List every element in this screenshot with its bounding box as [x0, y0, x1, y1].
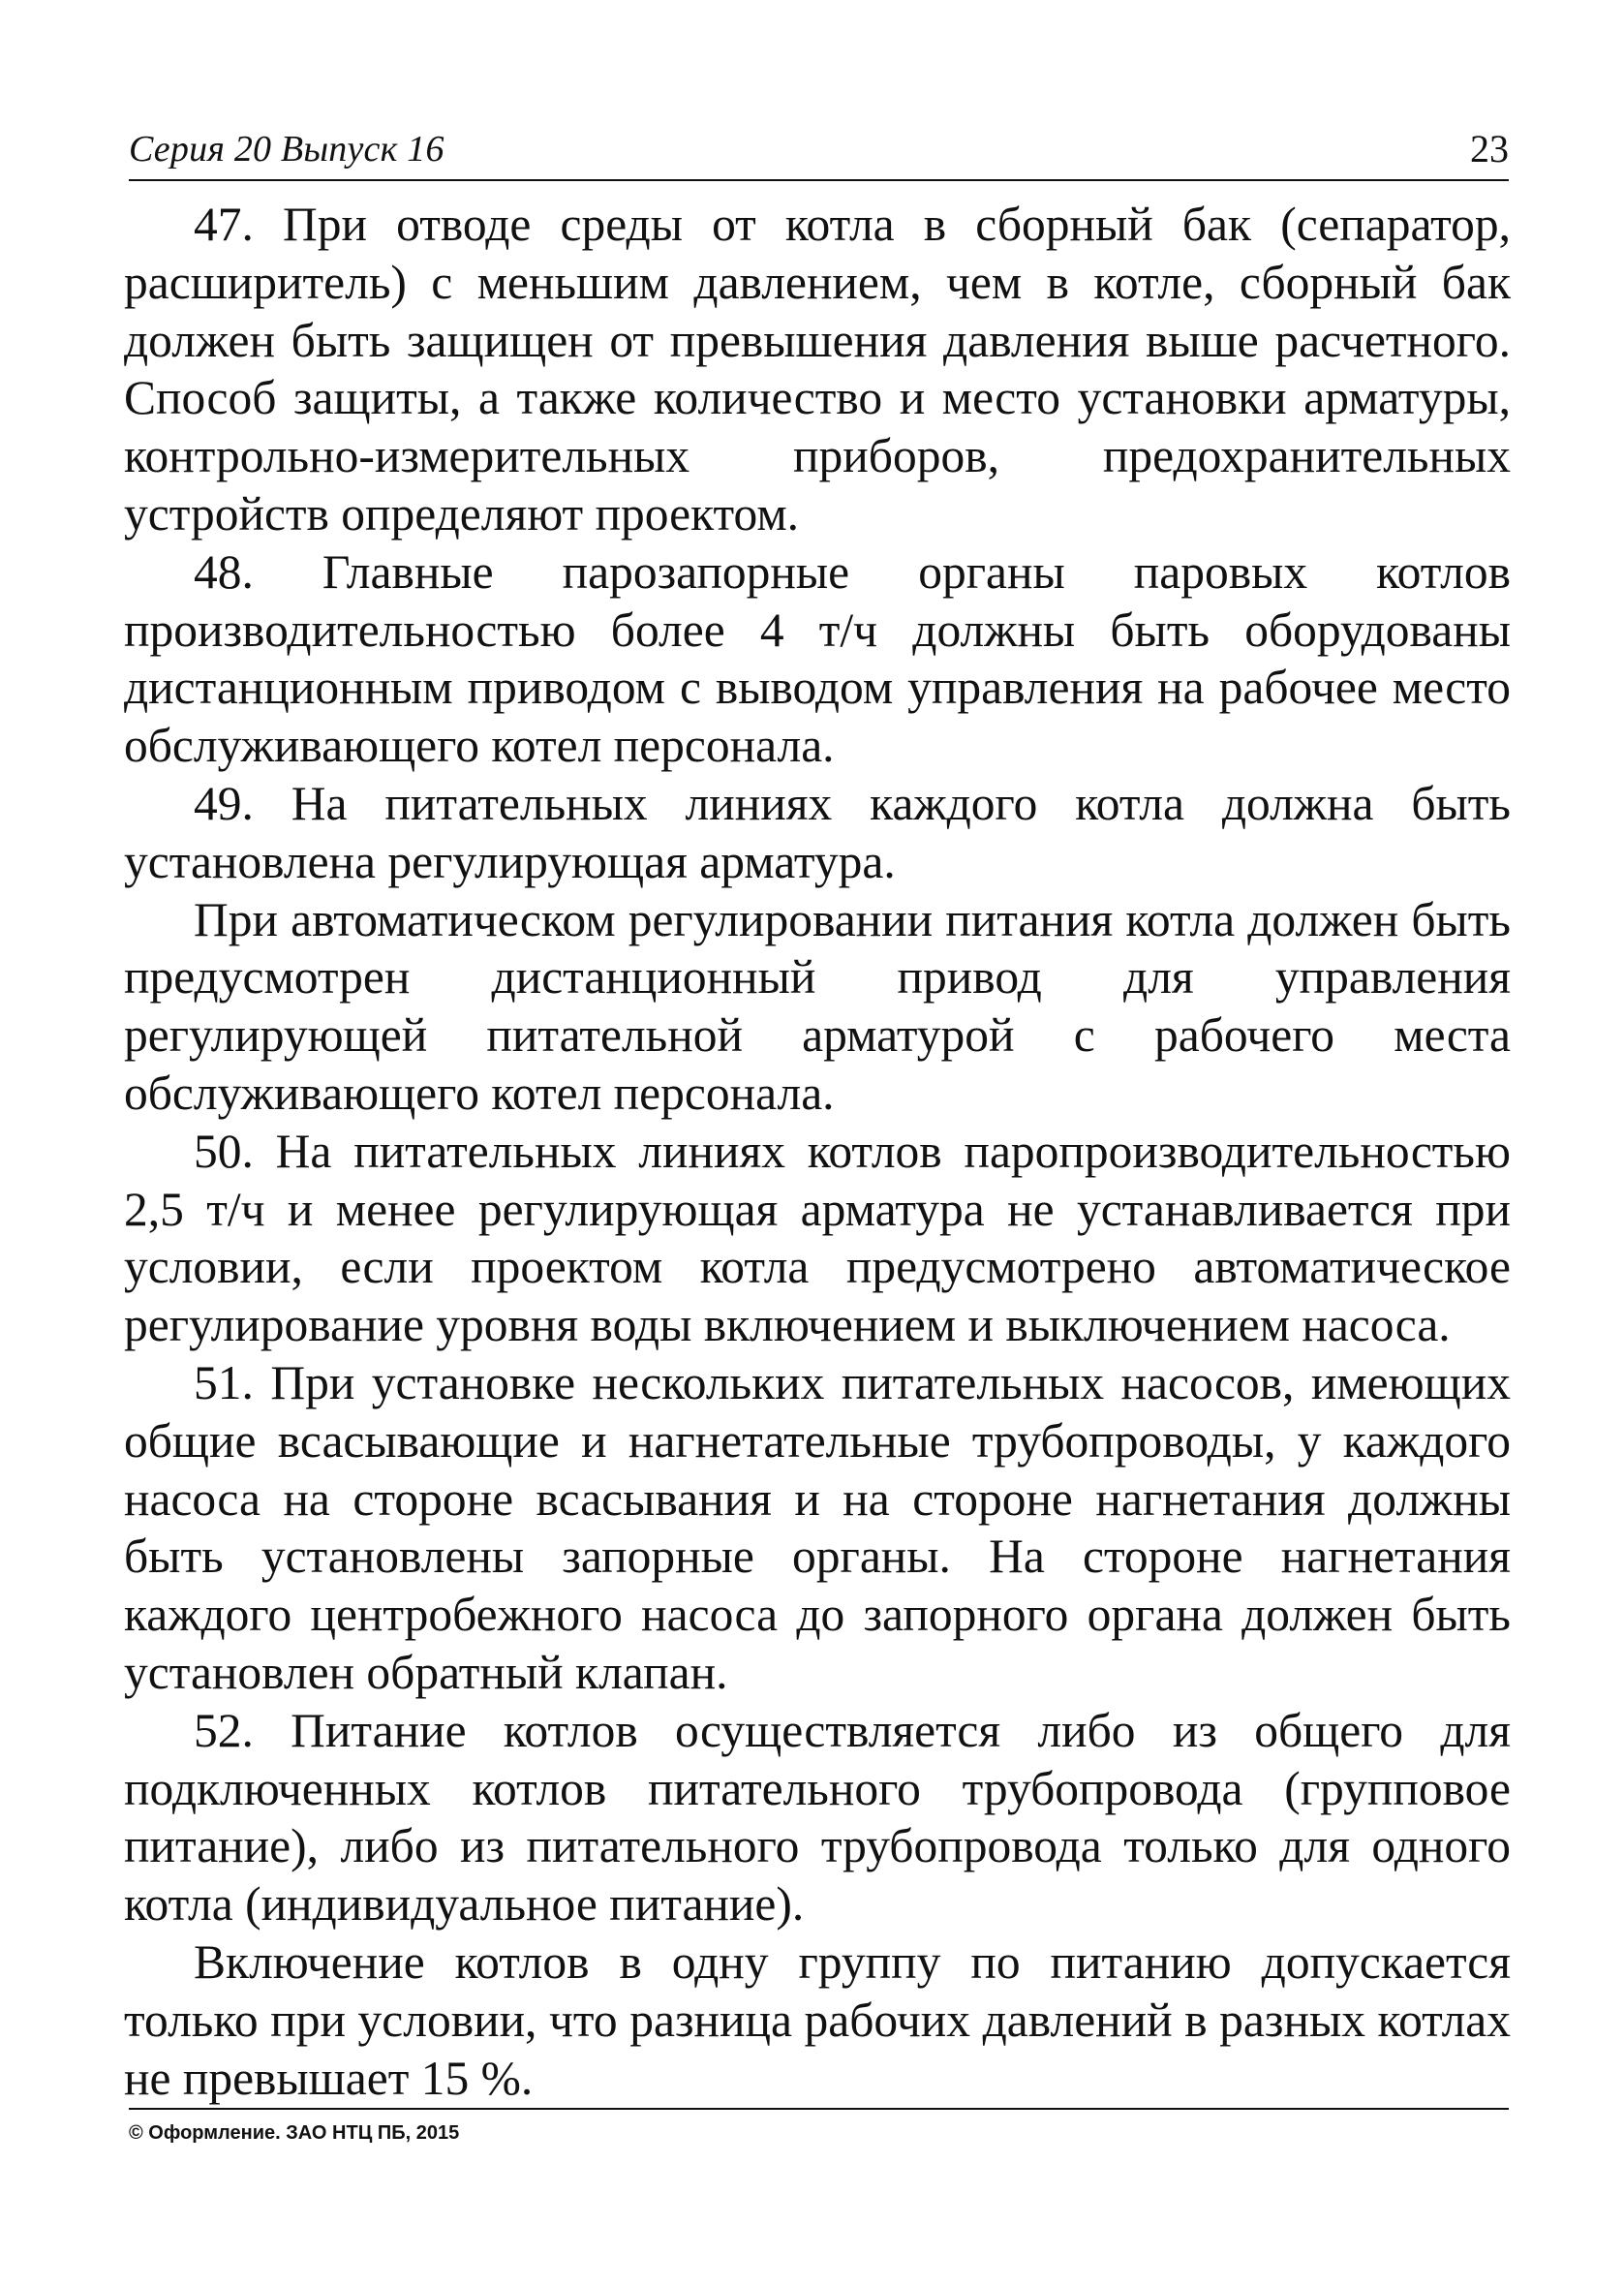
paragraph-49: 49. На питательных линиях каждого котла должна быть установлена регулирующая арматура.: [124, 776, 1511, 888]
paragraph-51: 51. При установке нескольких питательных насосов, имеющих общие всасывающие и нагнетательные трубопроводы, у каждого насоса на стороне всасывания и на стороне нагнетания должны быть установлены запорные органы. На стороне нагнетания каждого центробежного насоса до запорного органа должен быть установлен обратный клапан.: [124, 1355, 1511, 1699]
document-body: [124, 196, 1511, 2107]
page-header: [129, 124, 1509, 174]
paragraph-52: 52. Питание котлов осуществляется либо из общего для подключенных котлов питательного трубопровода (групповое питание), либо из питательного трубопровода только для одного котла (индивидуальное питание).: [124, 1703, 1511, 1932]
paragraph-49-continued: При автоматическом регулировании питания котла должен быть предусмотрен дистанционный привод для управления регулирующей питательной арматурой с рабочего места обслуживающего котел персонала.: [124, 892, 1511, 1120]
footer-divider: [129, 2108, 1509, 2110]
paragraph-47: 47. При отводе среды от котла в сборный бак (сепаратор, расширитель) с меньшим давлением, чем в котле, сборный бак должен быть защищен от превышения давления выше расчетного. Способ защиты, а также количество и место установки арматуры, контрольно-измерительных приборов, предохранительных устройств определяют проектом.: [124, 198, 1511, 541]
page-number: 23: [1470, 127, 1509, 170]
paragraph-48: 48. Главные парозапорные органы паровых котлов производительностью более 4 т/ч должны быть оборудованы дистанционным приводом с выводом управления на рабочее место обслуживающего котел персонала.: [124, 544, 1511, 773]
copyright-footer: © Оформление. ЗАО НТЦ ПБ, 2015: [129, 2122, 460, 2144]
series-title: Серия 20 Выпуск 16: [129, 129, 444, 170]
header-divider: [129, 179, 1509, 181]
paragraph-52-continued: Включение котлов в одну группу по питанию допускается только при условии, что разница рабочих давлений в разных котлах не превышает 15 %.: [124, 1934, 1511, 2105]
paragraph-50: 50. На питательных линиях котлов паропроизводительностью 2,5 т/ч и менее регулирующая арматура не устанавливается при условии, если проектом котла предусмотрено автоматическое регулирование уровня воды включением и выключением насоса.: [124, 1124, 1511, 1352]
